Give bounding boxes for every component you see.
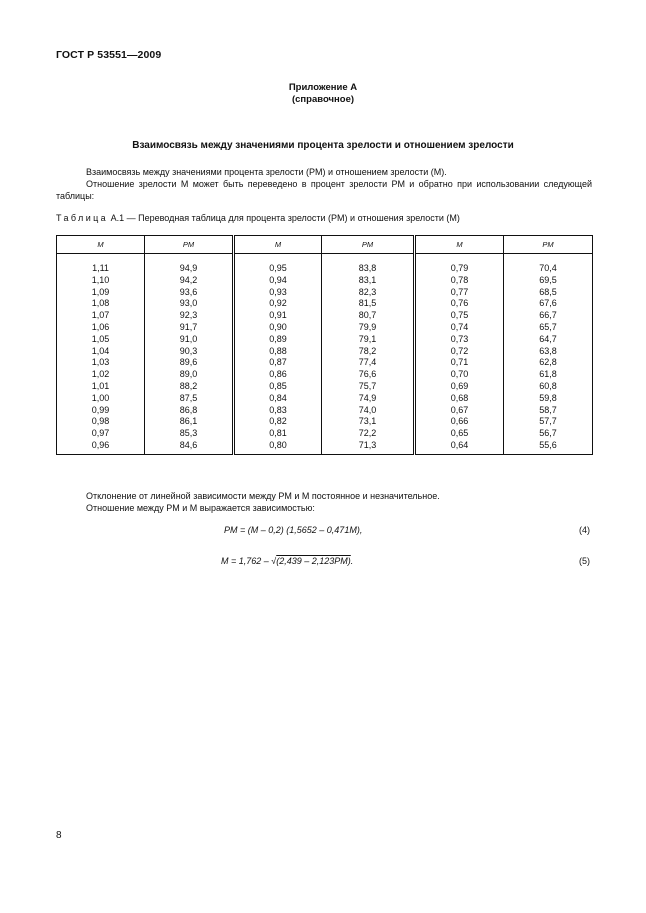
table-cell: 0,70	[415, 369, 504, 381]
table-cell: 0,76	[415, 298, 504, 310]
table-cell: 0,99	[57, 405, 145, 417]
table-cell: 94,2	[145, 275, 234, 287]
table-row	[57, 287, 593, 299]
section-title: Взаимосвязь между значениями процента зрелости и отношением зрелости	[132, 140, 514, 151]
table-cell: 90,3	[145, 346, 234, 358]
table-cell: 69,5	[504, 275, 593, 287]
table-cell: 0,77	[415, 287, 504, 299]
paragraph-3: Отклонение от линейной зависимости между PM и M постоянное и незначительное.	[86, 491, 440, 501]
table-cell: 83,8	[322, 263, 415, 275]
table-row	[57, 428, 593, 440]
table-cell: 0,85	[234, 381, 322, 393]
table-row	[57, 405, 593, 417]
table-cell: 89,6	[145, 357, 234, 369]
table-cell: 86,1	[145, 416, 234, 428]
table-header-cell: PM	[322, 236, 415, 254]
table-cell: 0,94	[234, 275, 322, 287]
table-header-cell: M	[415, 236, 504, 254]
table-cell: 81,5	[322, 298, 415, 310]
table-cell: 70,4	[504, 263, 593, 275]
table-row	[57, 275, 593, 287]
table-cell: 91,7	[145, 322, 234, 334]
table-caption-text: А.1 — Переводная таблица для процента зрелости (PM) и отношения зрелости (M)	[108, 213, 460, 223]
table-cell: 1,02	[57, 369, 145, 381]
table-cell: 0,75	[415, 310, 504, 322]
table-cell: 60,8	[504, 381, 593, 393]
table-cell: 72,2	[322, 428, 415, 440]
formula-5-number: (5)	[579, 556, 590, 566]
table-cell: 59,8	[504, 393, 593, 405]
table-row	[57, 381, 593, 393]
table-cell: 1,03	[57, 357, 145, 369]
table-cell: 1,05	[57, 334, 145, 346]
table-cell: 77,4	[322, 357, 415, 369]
table-cell: 79,1	[322, 334, 415, 346]
table-cell: 66,7	[504, 310, 593, 322]
table-cell: 0,82	[234, 416, 322, 428]
table-cell: 0,86	[234, 369, 322, 381]
paragraph-4: Отношение между PM и M выражается зависимостью:	[86, 503, 315, 513]
table-cell: 0,87	[234, 357, 322, 369]
table-cell: 0,92	[234, 298, 322, 310]
formula-5-lhs: M = 1,762 – √	[221, 556, 277, 566]
table-header-cell: PM	[504, 236, 593, 254]
table-cell: 94,9	[145, 263, 234, 275]
table-row	[57, 334, 593, 346]
table-row	[57, 298, 593, 310]
table-cell: 55,6	[504, 440, 593, 455]
table-spacer-row	[57, 254, 593, 264]
table-row	[57, 393, 593, 405]
table-cell: 63,8	[504, 346, 593, 358]
table-cell: 0,83	[234, 405, 322, 417]
table-cell: 1,04	[57, 346, 145, 358]
table-cell: 0,79	[415, 263, 504, 275]
table-cell: 86,8	[145, 405, 234, 417]
table-cell: 1,06	[57, 322, 145, 334]
table-cell: 74,0	[322, 405, 415, 417]
formula-4-number: (4)	[579, 525, 590, 535]
page-number: 8	[56, 830, 62, 841]
table-cell: 0,73	[415, 334, 504, 346]
table-cell: 73,1	[322, 416, 415, 428]
table-cell: 1,07	[57, 310, 145, 322]
table-cell: 76,6	[322, 369, 415, 381]
table-cell: 0,74	[415, 322, 504, 334]
table-cell: 0,80	[234, 440, 322, 455]
table-cell: 0,93	[234, 287, 322, 299]
table-cell: 75,7	[322, 381, 415, 393]
table-cell: 0,96	[57, 440, 145, 455]
conversion-table	[56, 235, 593, 455]
table-cell: 92,3	[145, 310, 234, 322]
table-cell: 61,8	[504, 369, 593, 381]
table-row	[57, 322, 593, 334]
table-cell: 0,68	[415, 393, 504, 405]
appendix-heading	[0, 82, 646, 106]
formula-5	[221, 556, 353, 566]
table-cell: 57,7	[504, 416, 593, 428]
table-row	[57, 416, 593, 428]
table-cell: 58,7	[504, 405, 593, 417]
table-cell: 88,2	[145, 381, 234, 393]
table-cell: 0,84	[234, 393, 322, 405]
paragraph-1: Взаимосвязь между значениями процента зрелости (PM) и отношением зрелости (M).	[86, 167, 447, 177]
table-cell: 62,8	[504, 357, 593, 369]
document-header: ГОСТ Р 53551—2009	[56, 49, 162, 61]
table-cell: 0,95	[234, 263, 322, 275]
table-cell: 1,10	[57, 275, 145, 287]
table-cell: 84,6	[145, 440, 234, 455]
table-cell: 0,81	[234, 428, 322, 440]
table-row	[57, 357, 593, 369]
table-cell: 0,67	[415, 405, 504, 417]
table-cell: 0,66	[415, 416, 504, 428]
table-row	[57, 263, 593, 275]
table-cell: 87,5	[145, 393, 234, 405]
table-cell: 0,90	[234, 322, 322, 334]
table-body	[57, 254, 593, 455]
table-cell: 78,2	[322, 346, 415, 358]
table-cell: 0,88	[234, 346, 322, 358]
table-cell: 0,91	[234, 310, 322, 322]
formula-5-end: .	[350, 556, 354, 566]
table-row	[57, 369, 593, 381]
table-cell: 1,08	[57, 298, 145, 310]
table-cell: 82,3	[322, 287, 415, 299]
table-cell: 1,01	[57, 381, 145, 393]
table-cell: 91,0	[145, 334, 234, 346]
table-cell: 68,5	[504, 287, 593, 299]
table-header-cell: PM	[145, 236, 234, 254]
table-cell: 65,7	[504, 322, 593, 334]
table-cell: 89,0	[145, 369, 234, 381]
table-cell: 79,9	[322, 322, 415, 334]
table-cell: 0,97	[57, 428, 145, 440]
table-cell: 0,69	[415, 381, 504, 393]
table-cell: 1,09	[57, 287, 145, 299]
table-cell: 1,11	[57, 263, 145, 275]
table-cell: 1,00	[57, 393, 145, 405]
table-row	[57, 346, 593, 358]
table-cell: 93,0	[145, 298, 234, 310]
table-row	[57, 310, 593, 322]
paragraph-2: Отношение зрелости M может быть переведено в процент зрелости PM и обратно при использовании следующей таблицы:	[56, 179, 592, 201]
table-cell: 74,9	[322, 393, 415, 405]
formula-4: PM = (M – 0,2) (1,5652 – 0,471M),	[224, 525, 363, 535]
table-cell: 80,7	[322, 310, 415, 322]
formula-5-radicand: (2,439 – 2,123PM)	[276, 556, 351, 566]
table-header-row	[57, 236, 593, 254]
table-cell: 0,64	[415, 440, 504, 455]
table-cell: 93,6	[145, 287, 234, 299]
appendix-subtitle: (справочное)	[291, 94, 355, 105]
table-cell: 0,72	[415, 346, 504, 358]
table-cell: 71,3	[322, 440, 415, 455]
table-cell: 64,7	[504, 334, 593, 346]
table-caption	[56, 213, 460, 223]
table-cell: 0,78	[415, 275, 504, 287]
table-cell: 0,71	[415, 357, 504, 369]
table-cell: 85,3	[145, 428, 234, 440]
table-row	[57, 440, 593, 455]
table-cell: 0,89	[234, 334, 322, 346]
table-cell: 83,1	[322, 275, 415, 287]
table-cell: 56,7	[504, 428, 593, 440]
table-caption-label: Таблица	[56, 213, 109, 223]
appendix-title: Приложение А	[288, 82, 358, 93]
table-cell: 0,65	[415, 428, 504, 440]
table-header-cell: M	[234, 236, 322, 254]
table-header-cell: M	[57, 236, 145, 254]
table-cell: 67,6	[504, 298, 593, 310]
table-cell: 0,98	[57, 416, 145, 428]
